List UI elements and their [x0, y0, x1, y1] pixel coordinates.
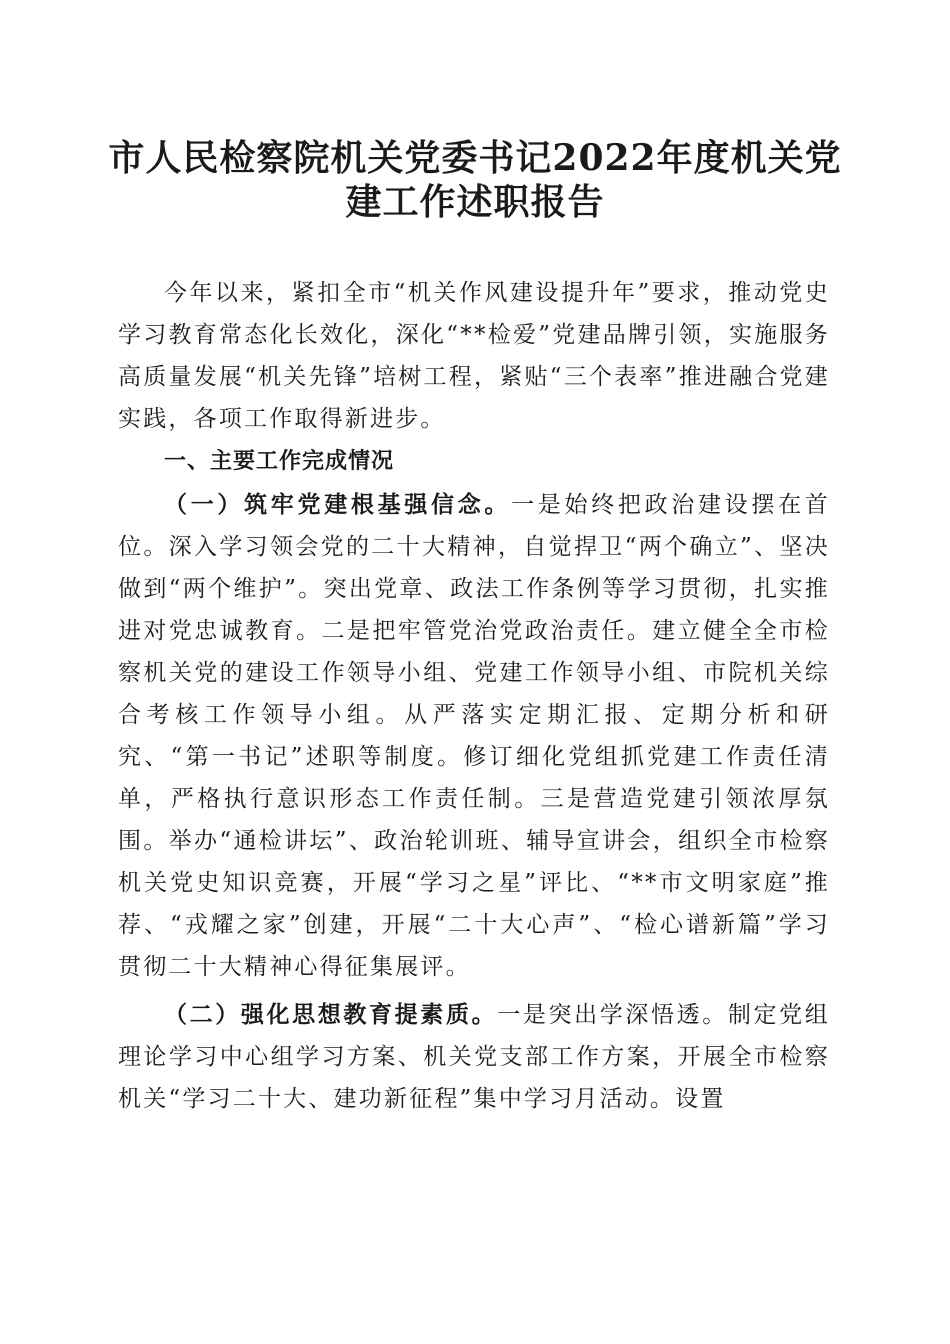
title-line-2: 建工作述职报告 — [345, 181, 605, 223]
subsection-2-paragraph — [118, 994, 830, 1120]
document-title — [100, 136, 850, 224]
subsection-1-paragraph — [118, 484, 830, 988]
document-body — [118, 272, 830, 1120]
intro-paragraph: 今年以来，紧扣全市“机关作风建设提升年”要求，推动党史学习教育常态化长效化，深化“**检爱”党建品牌引领，实施服务高质量发展“机关先锋”培树工程，紧贴“三个表率”推进融合党建实践，各项工作取得新进步。 — [118, 280, 830, 432]
section-heading-main-work: 一、主要工作完成情况 — [164, 449, 395, 474]
subsection-1-body: 一是始终把政治建设摆在首位。深入学习领会党的二十大精神，自觉捍卫“两个确立”、坚决做到“两个维护”。突出党章、政法工作条例等学习贯彻，扎实推进对党忠诚教育。二是把牢管党治党政治责任。建立健全全市检察机关党的建设工作领导小组、党建工作领导小组、市院机关综合考核工作领导小组。从严落实定期汇报、定期分析和研究、“第一书记”述职等制度。修订细化党组抓党建工作责任清单，严格执行意识形态工作责任制。三是营造党建引领浓厚氛围。举办“通检讲坛”、政治轮训班、辅导宣讲会，组织全市检察机关党史知识竞赛，开展“学习之星”评比、“**市文明家庭”推荐、“戎耀之家”创建，开展“二十大心声”、“检心谱新篇”学习贯彻二十大精神心得征集展评。 — [118, 492, 830, 980]
subsection-2-body: 一是突出学深悟透。制定党组理论学习中心组学习方案、机关党支部工作方案，开展全市检察机关“学习二十大、建功新征程”集中学习月活动。设置 — [118, 1002, 830, 1112]
subsection-1-lead: （一）筑牢党建根基强信念。 — [164, 492, 512, 518]
title-line-1: 市人民检察院机关党委书记2022年度机关党 — [108, 137, 842, 179]
subsection-2-lead: （二）强化思想教育提素质。 — [164, 1002, 498, 1028]
